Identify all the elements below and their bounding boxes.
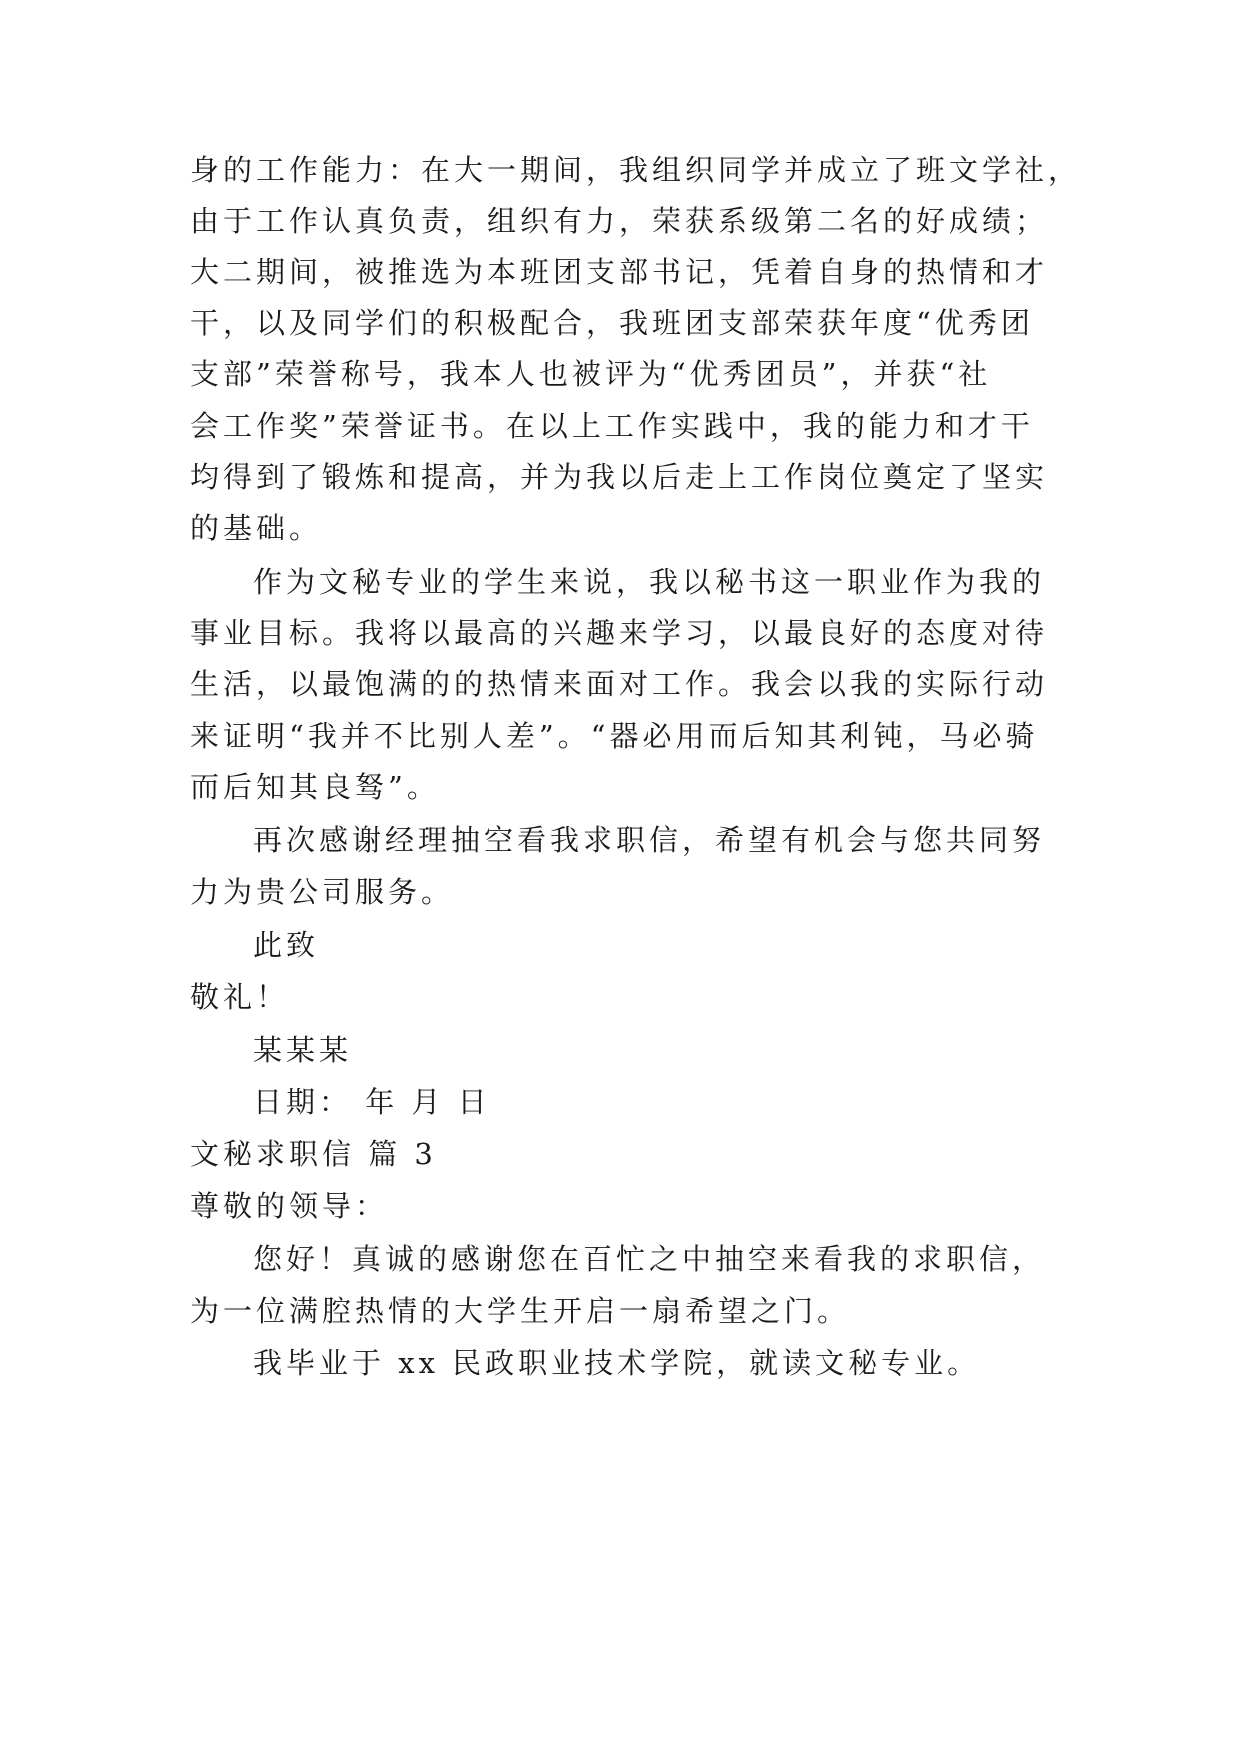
greeting: 尊敬的领导： <box>190 1189 389 1223</box>
paragraph-line: 身的工作能力：在大一期间，我组织同学并成立了班文学社， <box>190 153 1082 187</box>
paragraph-line: 会工作奖”荣誉证书。在以上工作实践中，我的能力和才干 <box>190 409 1034 443</box>
paragraph-line: 力为贵公司服务。 <box>190 875 455 909</box>
paragraph-line: 为一位满腔热情的大学生开启一扇希望之门。 <box>190 1294 851 1328</box>
paragraph-line: 的基础。 <box>190 511 323 545</box>
date-line: 日期： 年 月 日 <box>253 1085 491 1119</box>
closing-salutation: 此致 <box>253 928 320 962</box>
paragraph-line: 作为文秘专业的学生来说，我以秘书这一职业作为我的 <box>253 565 1046 599</box>
paragraph-line: 由于工作认真负责，组织有力，荣获系级第二名的好成绩； <box>190 204 1049 238</box>
paragraph-line: 而后知其良驽”。 <box>190 770 440 804</box>
signature-name: 某某某 <box>253 1033 353 1067</box>
closing-regards: 敬礼！ <box>190 980 290 1014</box>
paragraph-line: 均得到了锻炼和提高，并为我以后走上工作岗位奠定了坚实 <box>190 460 1049 494</box>
paragraph-line: 干，以及同学们的积极配合，我班团支部荣获年度“优秀团 <box>190 306 1034 340</box>
paragraph-line: 来证明“我并不比别人差”。“器必用而后知其利钝，马必骑 <box>190 719 1039 753</box>
paragraph-line: 您好！真诚的感谢您在百忙之中抽空来看我的求职信， <box>253 1242 1046 1276</box>
paragraph-line: 生活，以最饱满的的热情来面对工作。我会以我的实际行动 <box>190 667 1049 701</box>
paragraph-line: 事业目标。我将以最高的兴趣来学习，以最良好的态度对待 <box>190 616 1049 650</box>
paragraph-line: 支部”荣誉称号，我本人也被评为“优秀团员”，并获“社 <box>190 357 992 391</box>
paragraph-line: 我毕业于 xx 民政职业技术学院，就读文秘专业。 <box>253 1346 981 1380</box>
paragraph-line: 再次感谢经理抽空看我求职信，希望有机会与您共同努 <box>253 823 1046 857</box>
section-title: 文秘求职信 篇 3 <box>190 1137 437 1171</box>
paragraph-line: 大二期间，被推选为本班团支部书记，凭着自身的热情和才 <box>190 255 1049 289</box>
